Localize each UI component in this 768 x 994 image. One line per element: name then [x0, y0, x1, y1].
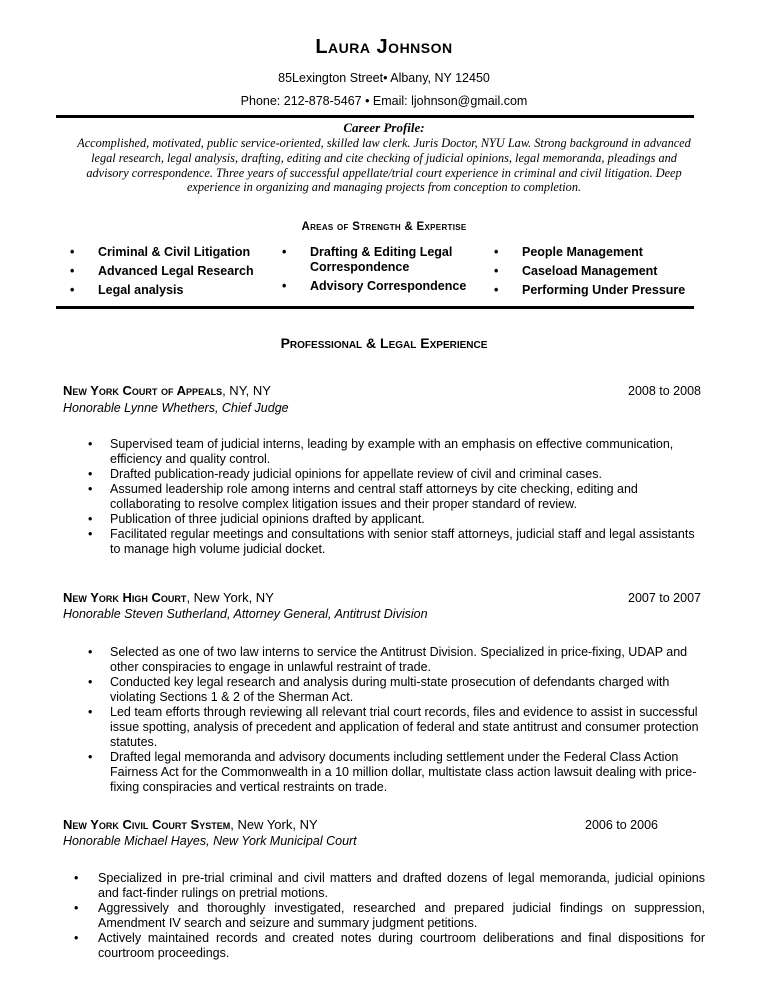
job-location: , New York, NY: [230, 817, 318, 832]
skills-column-3: [488, 245, 698, 302]
job-org: New York Court of Appeals: [63, 383, 223, 398]
job-subtitle: Honorable Steven Sutherland, Attorney General, Antitrust Division: [63, 607, 428, 621]
job-title-1: [63, 383, 271, 398]
profile-title: Career Profile:: [343, 120, 425, 135]
bullet-item: • Publication of three judicial opinions drafted by applicant.: [64, 512, 704, 527]
skill-item: • Criminal & Civil Litigation: [64, 245, 254, 260]
candidate-name: Laura Johnson: [315, 36, 453, 58]
job-bullets-3: [64, 871, 705, 961]
areas-heading: Areas of Strength & Expertise: [301, 221, 467, 233]
bullet-item: • Specialized in pre-trial criminal and civil matters and drafted dozens of legal memoranda, judicial opinions and fact-finder rulings on pretrial motions.: [64, 871, 705, 901]
bullet-item: • Facilitated regular meetings and consultations with senior staff attorneys, judicial staff and legal assistants to manage high volume judicial docket.: [64, 527, 704, 557]
job-subtitle: Honorable Michael Hayes, New York Municipal Court: [63, 834, 357, 848]
skills-column-1: [64, 245, 254, 302]
bullet-item: • Selected as one of two law interns to service the Antitrust Division. Specialized in price-fixing, UDAP and other conspiracies to engage in unlawful restraint of trade.: [64, 645, 704, 675]
job-dates: 2007 to 2007: [628, 591, 701, 605]
skill-item: • Performing Under Pressure: [488, 283, 698, 298]
job-subtitle: Honorable Lynne Whethers, Chief Judge: [63, 401, 289, 415]
profile-body: Accomplished, motivated, public service-oriented, skilled law clerk. Juris Doctor, NYU Law. Strong background in advanced legal research, legal analysis, drafting, editing and cite checking of judicial opinions, legal memoranda, pleadings and advisory correspondence. Three years of successful appellate/trial court experience in criminal and civil litigation. Deep experience in organizing and managing projects from conception to completion.: [77, 136, 691, 195]
header-divider: [56, 115, 694, 118]
skill-item: • Drafting & Editing Legal Correspondence: [276, 245, 476, 274]
bullet-item: • Conducted key legal research and analysis during multi-state prosecution of defendants charged with violating Sections 1 & 2 of the Sherman Act.: [64, 675, 704, 705]
job-bullets-1: [64, 437, 704, 557]
job-dates: 2008 to 2008: [628, 384, 701, 398]
address-line: 85Lexington Street• Albany, NY 12450: [278, 71, 490, 85]
skill-item: • Caseload Management: [488, 264, 698, 279]
job-dates: 2006 to 2006: [585, 818, 658, 832]
bullet-item: • Led team efforts through reviewing all relevant trial court records, files and evidence to assist in successful issue spotting, analysis of precedent and application of federal and state antitrust and consumer protection statutes.: [64, 705, 704, 750]
skills-column-2: [276, 245, 476, 298]
skill-item: • People Management: [488, 245, 698, 260]
contact-line: Phone: 212-878-5467 • Email: ljohnson@gmail.com: [240, 94, 528, 108]
job-bullets-2: [64, 645, 704, 795]
bullet-item: • Assumed leadership role among interns and central staff attorneys by cite checking, editing and collaborating to resolve complex litigation issues and their proper standard of review.: [64, 482, 704, 512]
job-location: , NY, NY: [222, 383, 271, 398]
experience-heading: Professional & Legal Experience: [280, 335, 488, 351]
job-org: New York High Court: [63, 590, 187, 605]
skill-item: • Advanced Legal Research: [64, 264, 254, 279]
skills-divider: [56, 306, 694, 309]
job-title-3: [63, 817, 318, 832]
skills-grid: [0, 245, 768, 305]
job-location: , New York, NY: [186, 590, 274, 605]
bullet-item: • Drafted publication-ready judicial opinions for appellate review of civil and criminal cases.: [64, 467, 704, 482]
bullet-item: • Actively maintained records and created notes during courtroom deliberations and final dispositions for courtroom proceedings.: [64, 931, 705, 961]
bullet-item: • Drafted legal memoranda and advisory documents including settlement under the Federal Class Action Fairness Act for the Commonwealth in a 10 million dollar, multistate class action lawsuit dealing with price-fixing conspiracies and vertical restraints on trade.: [64, 750, 704, 795]
job-title-2: [63, 590, 274, 605]
bullet-item: • Aggressively and thoroughly investigated, researched and prepared judicial findings on suppression, Amendment IV search and seizure and summary judgment petitions.: [64, 901, 705, 931]
skill-item: • Advisory Correspondence: [276, 279, 476, 294]
bullet-item: • Supervised team of judicial interns, leading by example with an emphasis on effective communication, efficiency and quality control.: [64, 437, 704, 467]
job-org: New York Civil Court System: [63, 817, 231, 832]
skill-item: • Legal analysis: [64, 283, 254, 298]
